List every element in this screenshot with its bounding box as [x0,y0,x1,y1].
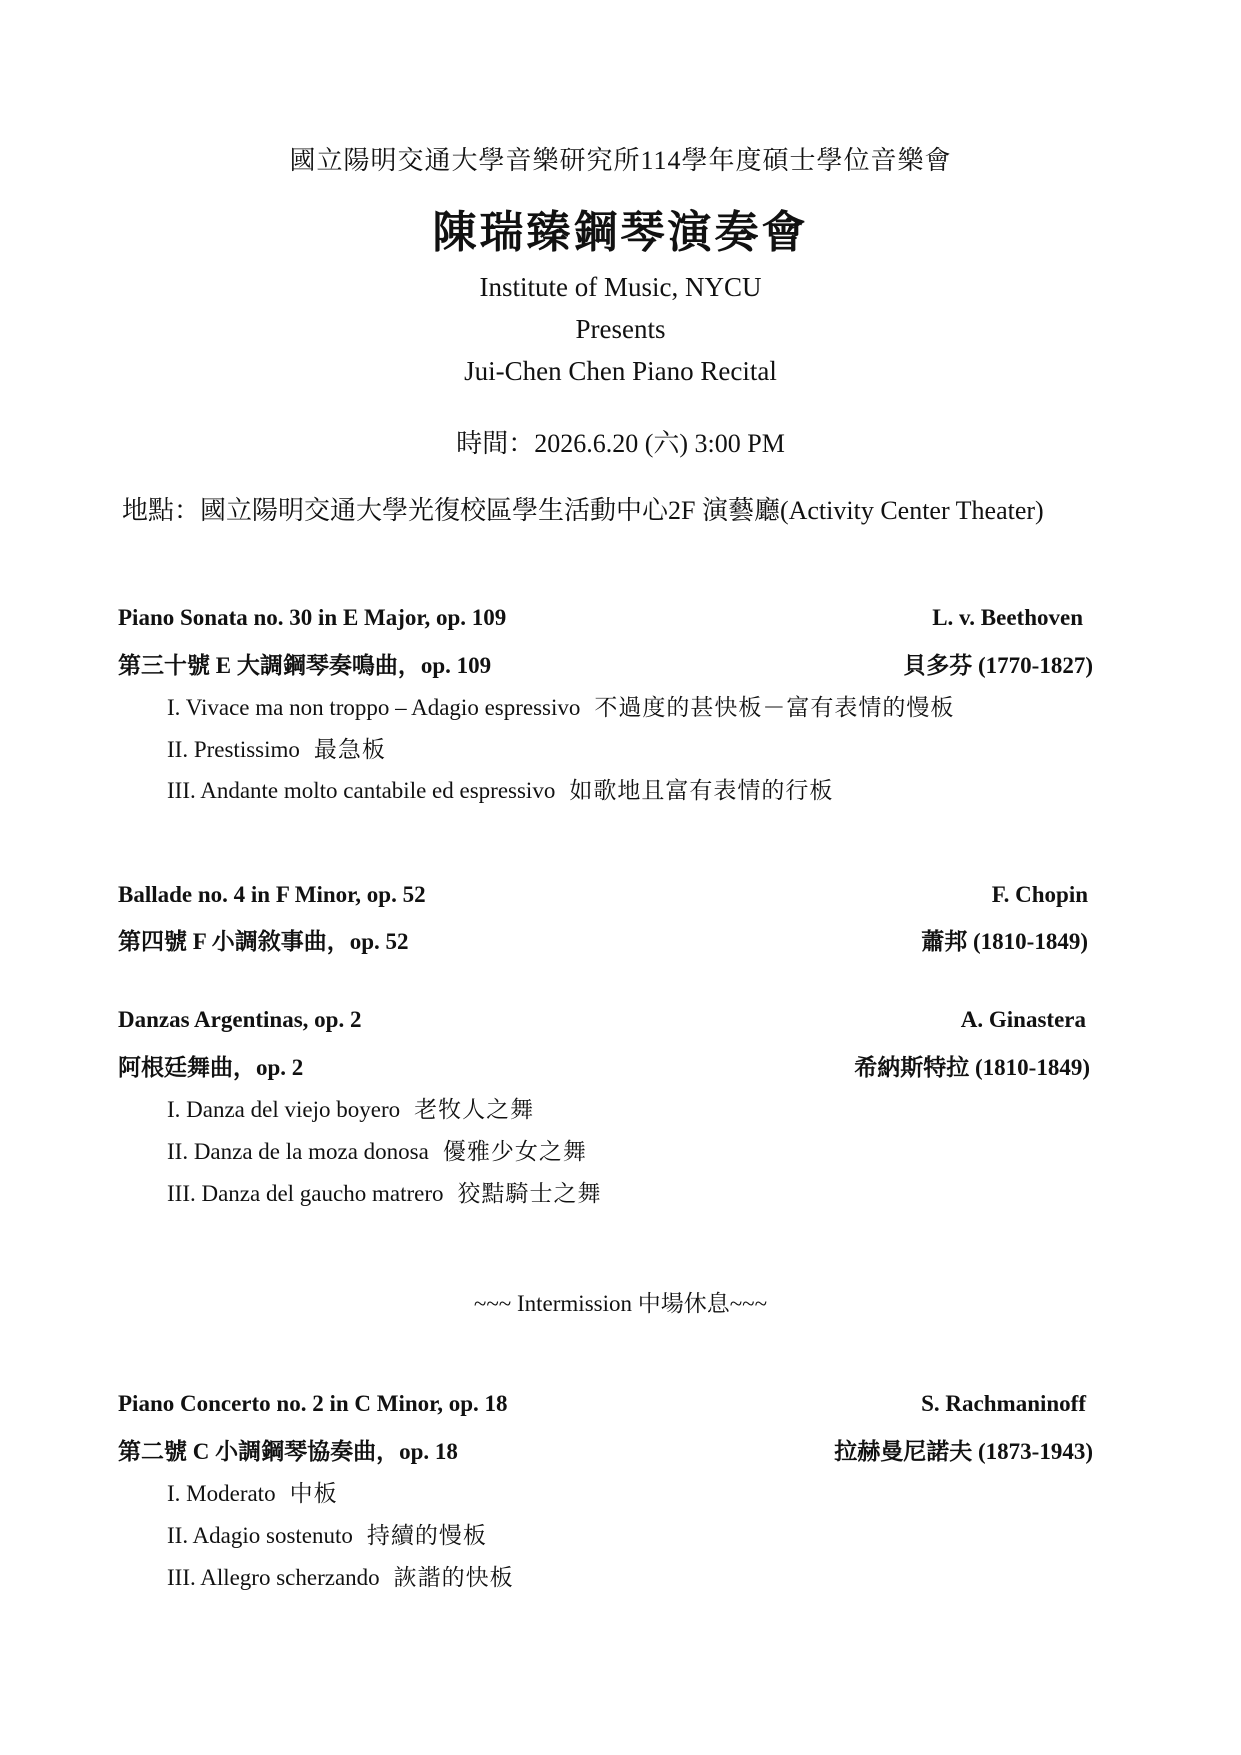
movement-en: III. Allegro scherzando [167,1565,380,1590]
composer-en: L. v. Beethoven [932,605,1083,630]
piece-title-en: Piano Sonata no. 30 in E Major, op. 109 [118,605,507,630]
movement [167,1559,514,1592]
movement-zh: 中板 [289,1481,338,1506]
piece-title-en: Danzas Argentinas, op. 2 [118,1007,362,1032]
presents-line: Presents [575,314,666,344]
piece-title-zh: 第三十號 E 大調鋼琴奏鳴曲，op. 109 [118,653,492,678]
movement-en: III. Andante molto cantabile ed espressivo [167,778,556,803]
piece-title-en: Ballade no. 4 in F Minor, op. 52 [118,882,426,907]
concert-time: 時間：2026.6.20 (六) 3:00 PM [456,429,785,458]
composer-zh: 拉赫曼尼諾夫 (1873-1943) [834,1439,1093,1464]
movement [167,1475,338,1508]
movement [167,689,954,722]
movement [167,1091,534,1124]
movement-zh: 狡黠騎士之舞 [457,1181,602,1206]
movement [167,1133,587,1166]
movement-en: I. Vivace ma non troppo – Adagio espressivo [167,695,581,720]
movement-en: II. Adagio sostenuto [167,1523,353,1548]
movement [167,731,386,764]
intermission-line: ~~~ Intermission 中場休息~~~ [473,1291,768,1316]
movement [167,1517,487,1550]
piece-title-zh: 第四號 F 小調敘事曲，op. 52 [118,929,409,954]
concert-subtitle: 國立陽明交通大學音樂研究所114學年度碩士學位音樂會 [289,146,952,175]
composer-zh: 希納斯特拉 (1810-1849) [854,1055,1090,1080]
concert-title: 陳瑞臻鋼琴演奏會 [432,208,809,257]
piece-title-zh: 阿根廷舞曲，op. 2 [118,1055,304,1080]
concert-venue: 地點：國立陽明交通大學光復校區學生活動中心2F 演藝廳(Activity Center Theater) [122,496,1044,525]
movement [167,1175,602,1208]
composer-en: A. Ginastera [960,1007,1086,1032]
movement-zh: 老牧人之舞 [414,1097,535,1122]
movement-en: III. Danza del gaucho matrero [167,1181,444,1206]
composer-en: S. Rachmaninoff [921,1391,1086,1416]
movement-en: II. Prestissimo [167,737,300,762]
movement-zh: 詼諧的快板 [393,1565,514,1590]
movement-en: I. Danza del viejo boyero [167,1097,401,1122]
movement-zh: 持續的慢板 [366,1523,487,1548]
composer-zh: 蕭邦 (1810-1849) [921,929,1088,954]
movement-zh: 如歌地且富有表情的行板 [569,778,834,803]
movement-en: I. Moderato [167,1481,276,1506]
composer-en: F. Chopin [991,882,1088,907]
composer-zh: 貝多芬 (1770-1827) [903,653,1093,678]
movement [167,772,833,805]
presenter-line: Institute of Music, NYCU [479,272,762,302]
recital-name-line: Jui-Chen Chen Piano Recital [464,356,777,386]
movement-zh: 最急板 [313,737,386,762]
movement-zh: 優雅少女之舞 [442,1139,587,1164]
movement-zh: 不過度的甚快板－富有表情的慢板 [594,695,955,720]
piece-title-zh: 第二號 C 小調鋼琴協奏曲，op. 18 [118,1439,458,1464]
piece-title-en: Piano Concerto no. 2 in C Minor, op. 18 [118,1391,508,1416]
movement-en: II. Danza de la moza donosa [167,1139,429,1164]
